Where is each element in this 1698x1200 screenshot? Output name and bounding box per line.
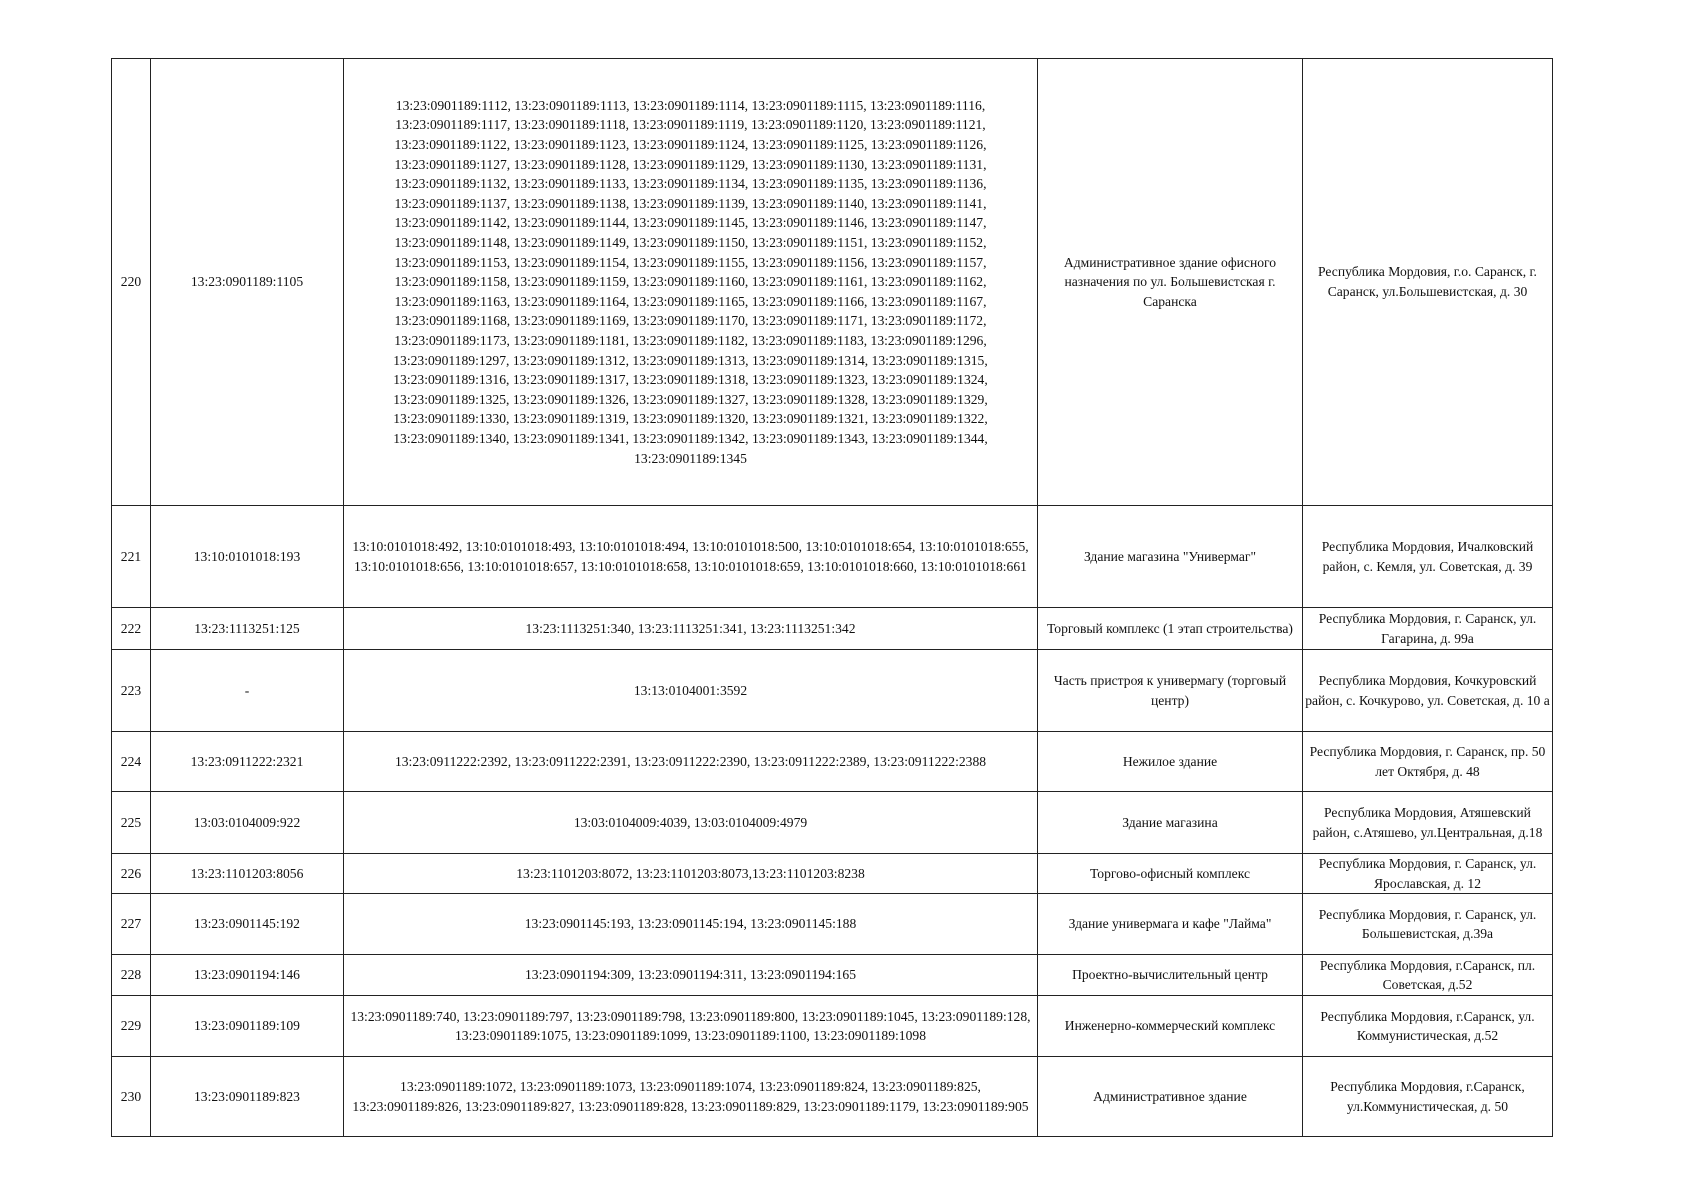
related-cadastral-numbers: 13:23:0901189:740, 13:23:0901189:797, 13:23:0901189:798, 13:23:0901189:800, 13:23:0901189:1045, 13:23:0901189:128, 13:23:0901189:1075, 13:23:0901189:1099, 13:23:0901189:1100, 13:23:0901189:1098: [344, 996, 1038, 1057]
row-number: 224: [112, 732, 151, 792]
related-cadastral-numbers: 13:23:0911222:2392, 13:23:0911222:2391, 13:23:0911222:2390, 13:23:0911222:2389, 13:23:0911222:2388: [344, 732, 1038, 792]
related-cadastral-numbers: 13:23:0901189:1072, 13:23:0901189:1073, 13:23:0901189:1074, 13:23:0901189:824, 13:23:0901189:825, 13:23:0901189:826, 13:23:0901189:827, 13:23:0901189:828, 13:23:0901189:829, 13:23:0901189:1179, 13:23:0901189:905: [344, 1057, 1038, 1137]
row-number: 220: [112, 59, 151, 506]
cadastral-number: 13:23:1101203:8056: [151, 854, 344, 894]
object-address: Республика Мордовия, г.о. Саранск, г. Саранск, ул.Большевистская, д. 30: [1303, 59, 1553, 506]
cadastral-number: 13:03:0104009:922: [151, 792, 344, 854]
table-row: [112, 1057, 1553, 1137]
cadastral-number: 13:23:0901145:192: [151, 894, 344, 955]
cadastral-number: 13:23:0901189:823: [151, 1057, 344, 1137]
object-name: Здание магазина: [1038, 792, 1303, 854]
object-address: Республика Мордовия, г. Саранск, ул. Ярославская, д. 12: [1303, 854, 1553, 894]
table-row: [112, 996, 1553, 1057]
object-address: Республика Мордовия, г.Саранск, пл. Советская, д.52: [1303, 955, 1553, 996]
table-row: [112, 608, 1553, 650]
object-address: Республика Мордовия, г. Саранск, пр. 50 лет Октября, д. 48: [1303, 732, 1553, 792]
cadastral-number: 13:23:0911222:2321: [151, 732, 344, 792]
table-row: [112, 894, 1553, 955]
property-registry-table: [111, 58, 1553, 1137]
related-cadastral-numbers: 13:13:0104001:3592: [344, 650, 1038, 732]
cadastral-number: 13:23:0901189:1105: [151, 59, 344, 506]
row-number: 230: [112, 1057, 151, 1137]
related-cadastral-numbers: 13:23:0901189:1112, 13:23:0901189:1113, 13:23:0901189:1114, 13:23:0901189:1115, 13:23:0901189:1116, 13:23:0901189:1117, 13:23:0901189:1118, 13:23:0901189:1119, 13:23:0901189:1120, 13:23:0901189:1121, 13:23:0901189:1122, 13:23:0901189:1123, 13:23:0901189:1124, 13:23:0901189:1125, 13:23:0901189:1126, 13:23:0901189:1127, 13:23:0901189:1128, 13:23:0901189:1129, 13:23:0901189:1130, 13:23:0901189:1131, 13:23:0901189:1132, 13:23:0901189:1133, 13:23:0901189:1134, 13:23:0901189:1135, 13:23:0901189:1136, 13:23:0901189:1137, 13:23:0901189:1138, 13:23:0901189:1139, 13:23:0901189:1140, 13:23:0901189:1141, 13:23:0901189:1142, 13:23:0901189:1144, 13:23:0901189:1145, 13:23:0901189:1146, 13:23:0901189:1147, 13:23:0901189:1148, 13:23:0901189:1149, 13:23:0901189:1150, 13:23:0901189:1151, 13:23:0901189:1152, 13:23:0901189:1153, 13:23:0901189:1154, 13:23:0901189:1155, 13:23:0901189:1156, 13:23:0901189:1157, 13:23:0901189:1158, 13:23:0901189:1159, 13:23:0901189:1160, 13:23:0901189:1161, 13:23:0901189:1162, 13:23:0901189:1163, 13:23:0901189:1164, 13:23:0901189:1165, 13:23:0901189:1166, 13:23:0901189:1167, 13:23:0901189:1168, 13:23:0901189:1169, 13:23:0901189:1170, 13:23:0901189:1171, 13:23:0901189:1172, 13:23:0901189:1173, 13:23:0901189:1181, 13:23:0901189:1182, 13:23:0901189:1183, 13:23:0901189:1296, 13:23:0901189:1297, 13:23:0901189:1312, 13:23:0901189:1313, 13:23:0901189:1314, 13:23:0901189:1315, 13:23:0901189:1316, 13:23:0901189:1317, 13:23:0901189:1318, 13:23:0901189:1323, 13:23:0901189:1324, 13:23:0901189:1325, 13:23:0901189:1326, 13:23:0901189:1327, 13:23:0901189:1328, 13:23:0901189:1329, 13:23:0901189:1330, 13:23:0901189:1319, 13:23:0901189:1320, 13:23:0901189:1321, 13:23:0901189:1322, 13:23:0901189:1340, 13:23:0901189:1341, 13:23:0901189:1342, 13:23:0901189:1343, 13:23:0901189:1344, 13:23:0901189:1345: [344, 59, 1038, 506]
row-number: 225: [112, 792, 151, 854]
cadastral-number: 13:23:1113251:125: [151, 608, 344, 650]
related-cadastral-numbers: 13:03:0104009:4039, 13:03:0104009:4979: [344, 792, 1038, 854]
object-address: Республика Мордовия, г. Саранск, ул. Большевистская, д.39а: [1303, 894, 1553, 955]
object-name: Здание универмага и кафе "Лайма": [1038, 894, 1303, 955]
object-name: Торгово-офисный комплекс: [1038, 854, 1303, 894]
table-row: [112, 792, 1553, 854]
cadastral-number: 13:10:0101018:193: [151, 506, 344, 608]
table-row: [112, 732, 1553, 792]
object-address: Республика Мордовия, Атяшевский район, с.Атяшево, ул.Центральная, д.18: [1303, 792, 1553, 854]
object-address: Республика Мордовия, г. Саранск, ул. Гагарина, д. 99а: [1303, 608, 1553, 650]
row-number: 228: [112, 955, 151, 996]
related-cadastral-numbers: 13:23:1101203:8072, 13:23:1101203:8073,13:23:1101203:8238: [344, 854, 1038, 894]
related-cadastral-numbers: 13:23:1113251:340, 13:23:1113251:341, 13:23:1113251:342: [344, 608, 1038, 650]
table-row: [112, 506, 1553, 608]
related-cadastral-numbers: 13:10:0101018:492, 13:10:0101018:493, 13:10:0101018:494, 13:10:0101018:500, 13:10:0101018:654, 13:10:0101018:655, 13:10:0101018:656, 13:10:0101018:657, 13:10:0101018:658, 13:10:0101018:659, 13:10:0101018:660, 13:10:0101018:661: [344, 506, 1038, 608]
row-number: 226: [112, 854, 151, 894]
cadastral-number: 13:23:0901189:109: [151, 996, 344, 1057]
object-name: Здание магазина "Универмаг": [1038, 506, 1303, 608]
object-address: Республика Мордовия, Ичалковский район, с. Кемля, ул. Советская, д. 39: [1303, 506, 1553, 608]
row-number: 222: [112, 608, 151, 650]
object-name: Нежилое здание: [1038, 732, 1303, 792]
object-address: Республика Мордовия, г.Саранск, ул.Коммунистическая, д. 50: [1303, 1057, 1553, 1137]
object-address: Республика Мордовия, г.Саранск, ул. Коммунистическая, д.52: [1303, 996, 1553, 1057]
table-row: [112, 59, 1553, 506]
object-name: Инженерно-коммерческий комплекс: [1038, 996, 1303, 1057]
object-name: Административное здание: [1038, 1057, 1303, 1137]
object-name: Проектно-вычислительный центр: [1038, 955, 1303, 996]
cadastral-number: 13:23:0901194:146: [151, 955, 344, 996]
row-number: 229: [112, 996, 151, 1057]
object-name: Часть пристроя к универмагу (торговый центр): [1038, 650, 1303, 732]
object-name: Торговый комплекс (1 этап строительства): [1038, 608, 1303, 650]
cadastral-number: -: [151, 650, 344, 732]
row-number: 223: [112, 650, 151, 732]
table-row: [112, 854, 1553, 894]
related-cadastral-numbers: 13:23:0901194:309, 13:23:0901194:311, 13:23:0901194:165: [344, 955, 1038, 996]
related-cadastral-numbers: 13:23:0901145:193, 13:23:0901145:194, 13:23:0901145:188: [344, 894, 1038, 955]
row-number: 227: [112, 894, 151, 955]
row-number: 221: [112, 506, 151, 608]
object-name: Административное здание офисного назначения по ул. Большевистская г. Саранска: [1038, 59, 1303, 506]
object-address: Республика Мордовия, Кочкуровский район, с. Кочкурово, ул. Советская, д. 10 а: [1303, 650, 1553, 732]
table-row: [112, 955, 1553, 996]
table-row: [112, 650, 1553, 732]
